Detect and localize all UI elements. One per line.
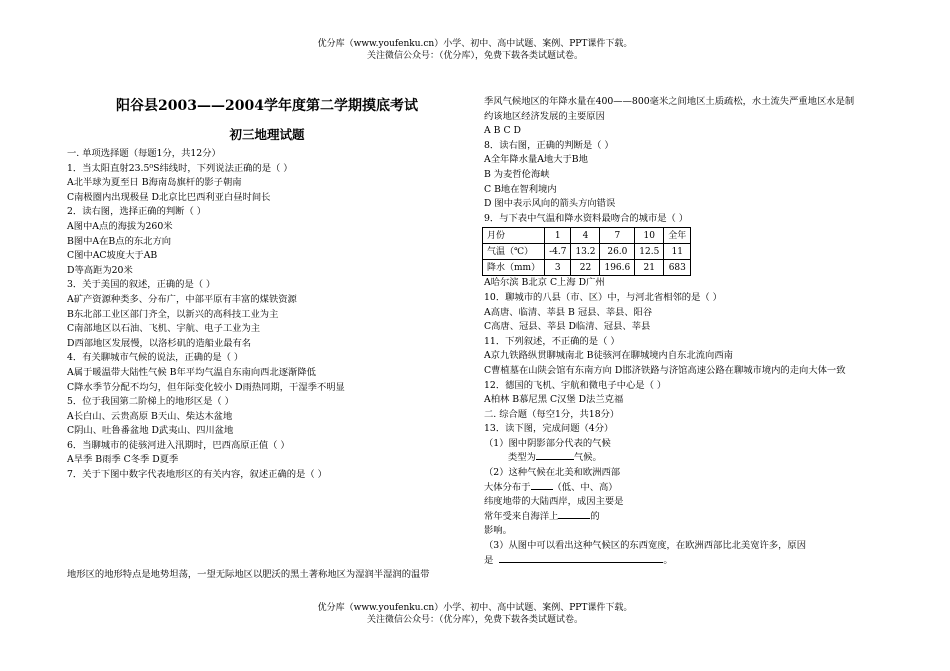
question-line: 11．下列叙述，不正确的是（ ） [484, 335, 620, 347]
q13-text: 大体分布于 [484, 481, 531, 493]
question-line: A旱季 B雨季 C冬季 D夏季 [67, 454, 179, 466]
table-row [483, 244, 691, 260]
question-line: A哈尔滨 B北京 C上海 D广州 [484, 277, 605, 289]
table-cell: -4.7 [545, 244, 571, 260]
left-bottom-line: 地形区的地形特点是地势坦荡，一望无际地区以肥沃的黑土著称地区为湿润半湿润的温带 [67, 569, 430, 580]
climate-table [482, 227, 691, 276]
question-line: 13．读下图，完成问题（4分） [484, 423, 614, 435]
table-cell: 气温（℃） [483, 244, 545, 260]
question-line: D等高距为20米 [67, 264, 133, 276]
question-line: 9．与下表中气温和降水资料最吻合的城市是（ ） [484, 212, 689, 224]
table-cell: 3 [545, 260, 571, 276]
table-cell: 4 [571, 228, 600, 244]
answer-blank[interactable] [536, 459, 574, 460]
question-line: B东北部工业区部门齐全，以新兴的高科技工业为主 [67, 308, 279, 320]
question-line: C图中AC坡度大于AB [67, 250, 158, 262]
question-line: 8．读右图，正确的判断是（ ） [484, 139, 614, 151]
page-header [0, 38, 950, 62]
question-line: 5．位于我国第二阶梯上的地形区是（ ） [67, 396, 234, 408]
question-line: D西部地区发展慢，以洛杉矶的造船业最有名 [67, 337, 252, 349]
q13-line-1 [484, 451, 884, 466]
question-line: C B地在智利境内 [484, 183, 557, 195]
question-line: C南极圈内出现极昼 D北京比巴西利亚白昼时间长 [67, 191, 271, 203]
question-line: C降水季节分配不均匀，但年际变化较小 D雨热同期，干湿季不明显 [67, 381, 345, 393]
table-cell: 12.5 [635, 244, 664, 260]
q13-line-7: （3）从图中可以看出这种气候区的东西宽度，在欧洲西部比北美宽许多，原因 [484, 540, 807, 552]
table-row [483, 260, 691, 276]
footer-line-1: 优分库（www.youfenku.cn）小学、初中、高中试题、案例、PPT课件下载。 [317, 603, 633, 613]
table-cell: 196.6 [600, 260, 635, 276]
exam-subtitle: 初三地理试题 [229, 127, 305, 142]
table-cell: 10 [635, 228, 664, 244]
q13-line-8 [484, 554, 884, 569]
question-line: A矿产资源种类多、分布广，中部平原有丰富的煤铁资源 [67, 293, 297, 305]
q13-text: 常年受来自海洋上 [484, 510, 559, 522]
q13-line-4: 纬度地带的大陆西岸，成因主要是 [484, 496, 624, 508]
question-line: 12．德国的飞机、宇航和微电子中心是（ ） [484, 379, 667, 391]
question-line: A图中A点的海拔为260米 [67, 220, 173, 232]
table-cell: 月份 [483, 228, 545, 244]
left-column [67, 95, 467, 483]
q13-line-2: （2）这种气候在北美和欧洲西部 [484, 467, 621, 479]
question-line: A长白山、云贵高原 B天山、柴达木盆地 [67, 410, 233, 422]
q13-text: 是 [484, 554, 494, 566]
q13-line-6: 影响。 [484, 525, 512, 537]
question-line: A柏林 B慕尼黑 C汉堡 D法兰克福 [484, 394, 624, 406]
page-footer [0, 602, 950, 626]
q13-text: 的 [590, 510, 600, 522]
question-line: 1．当太阳直射23.5⁰S纬线时，下列说法正确的是（ ） [67, 162, 293, 174]
question-line: D 图中表示风向的箭头方向错误 [484, 198, 616, 210]
q13-text: 。 [663, 554, 673, 566]
question-line: A高唐、临清、莘县 B 冠县、莘县、阳谷 [484, 306, 653, 318]
q13-line-5 [484, 510, 884, 525]
table-cell: 13.2 [571, 244, 600, 260]
answer-blank[interactable] [558, 518, 590, 519]
header-line-2: 关注微信公众号：（优分库），免费下载各类试题试卷。 [366, 51, 583, 61]
table-cell: 11 [664, 244, 691, 260]
question-line: A B C D [484, 125, 521, 137]
table-cell: 21 [635, 260, 664, 276]
footer-line-2: 关注微信公众号：（优分库），免费下载各类试题试卷。 [366, 615, 583, 625]
table-cell: 683 [664, 260, 691, 276]
question-line: A属于暖温带大陆性气候 B年平均气温自东南向西北逐渐降低 [67, 366, 316, 378]
question-line: 3．关于美国的叙述，正确的是（ ） [67, 279, 216, 291]
table-row [483, 228, 691, 244]
question-line: 2．读右图，选择正确的判断（ ） [67, 206, 207, 218]
header-line-1: 优分库（www.youfenku.cn）小学、初中、高中试题、案例、PPT课件下载。 [317, 39, 633, 49]
answer-blank[interactable] [499, 562, 663, 563]
question-line: B 为麦哲伦海峡 [484, 168, 550, 180]
answer-blank[interactable] [531, 489, 553, 490]
question-line: C高唐、冠县、莘县 D临清、冠县、莘县 [484, 321, 651, 333]
q13-text: 类型为 [508, 452, 536, 464]
exam-title: 阳谷县2003——2004学年度第二学期摸底考试 [116, 98, 418, 114]
table-cell: 26.0 [600, 244, 635, 260]
q13-text: 气候。 [573, 452, 602, 464]
table-cell: 22 [571, 260, 600, 276]
question-line: A京九铁路纵贯聊城南北 B徒骇河在聊城境内自东北流向西南 [484, 350, 733, 362]
question-line: C南部地区以石油、飞机、宇航、电子工业为主 [67, 323, 261, 335]
question-line: 4．有关聊城市气候的说法，正确的是（ ） [67, 352, 244, 364]
question-line: 二. 综合题（每空1分，共18分） [484, 408, 620, 420]
table-cell: 1 [545, 228, 571, 244]
question-line: A北半球为夏至日 B海南岛旗杆的影子朝南 [67, 177, 242, 189]
question-line: 约该地区经济发展的主要原因 [484, 110, 605, 122]
table-cell: 降水（mm） [483, 260, 545, 276]
q13-text: （低、中、高） [552, 481, 618, 493]
question-line: A全年降水量A地大于B地 [484, 154, 588, 166]
question-line: 季风气候地区的年降水量在400——800毫米之间地区土质疏松，水土流失严重地区水是制 [484, 96, 855, 107]
question-line: 10．聊城市的八县（市、区）中，与河北省相邻的是（ ） [484, 291, 722, 303]
question-line: 7．关于下图中数字代表地形区的有关内容，叙述正确的是（ ） [67, 469, 327, 481]
question-line: C曹植墓在山陕会馆有东南方向 D邯济铁路与济馆高速公路在聊城市境内的走向大体一致 [484, 364, 846, 376]
question-line: B图中A在B点的东北方向 [67, 235, 172, 247]
question-line: （1）图中阴影部分代表的气候 [484, 437, 611, 449]
question-line: 一. 单项选择题（每题1分，共12分） [67, 148, 221, 159]
question-line: 6．当聊城市的徒骇河进入汛期时，巴西高原正值（ ） [67, 439, 290, 451]
table-cell: 全年 [664, 228, 691, 244]
question-line: C阴山、吐鲁番盆地 D武夷山、四川盆地 [67, 425, 234, 437]
right-column [484, 95, 884, 568]
table-cell: 7 [600, 228, 635, 244]
q13-line-3 [484, 481, 884, 496]
